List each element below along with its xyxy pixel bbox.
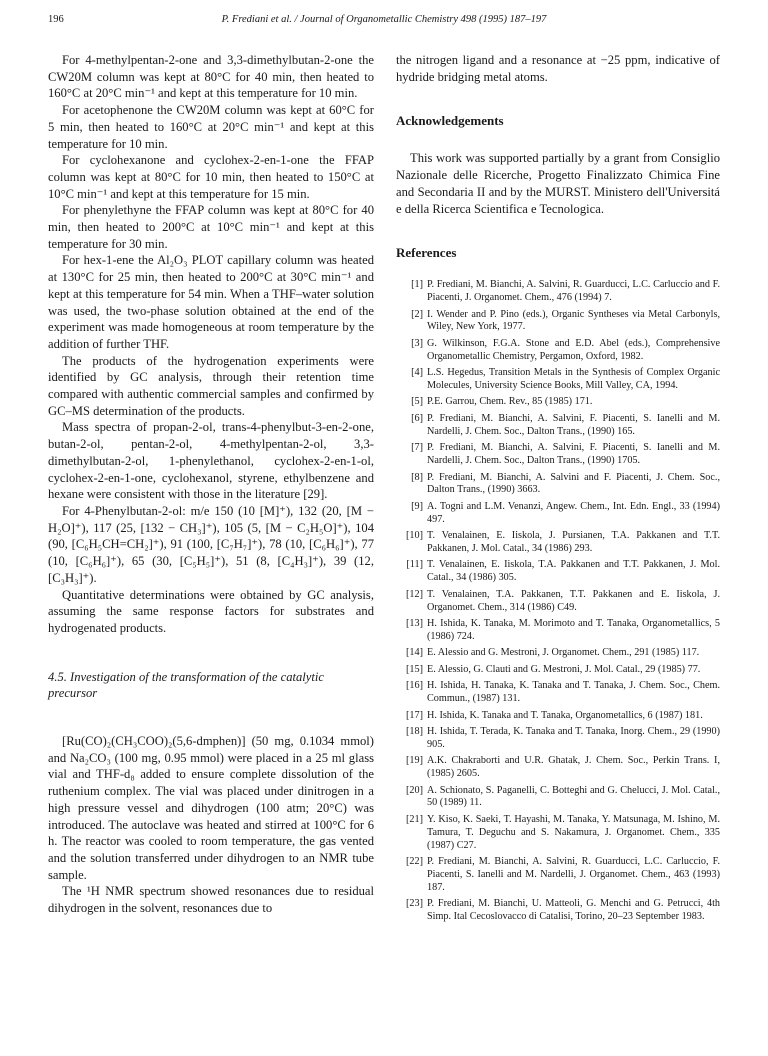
reference-item xyxy=(396,647,720,660)
reference-item xyxy=(396,710,720,723)
body-paragraph: For phenylethyne the FFAP column was kept at 80°C for 40 min, then heated to 200°C at 10°C min⁻¹ and kept at this temperature for 30 min. xyxy=(48,203,374,251)
reference-text: P. Frediani, M. Bianchi, A. Salvini, R. Guarducci, L.C. Carluccio and F. Piacenti, J. Organomet. Chem., 476 (1994) 7. xyxy=(427,279,720,304)
reference-text: I. Wender and P. Pino (eds.), Organic Syntheses via Metal Carbonyls, Wiley, New York, 1977. xyxy=(427,308,720,333)
reference-number: [9] xyxy=(411,500,423,512)
body-paragraph: Quantitative determinations were obtained by GC analysis, assuming the same response factors for substrates and hydrogenated products. xyxy=(48,587,374,635)
reference-item xyxy=(396,559,720,585)
reference-item xyxy=(396,664,720,677)
reference-number: [15] xyxy=(406,663,423,675)
reference-item xyxy=(396,680,720,706)
reference-text: E. Alessio, G. Clauti and G. Mestroni, J. Mol. Catal., 29 (1985) 77. xyxy=(427,663,701,675)
reference-item xyxy=(396,279,720,305)
body-paragraph: For 4-Phenylbutan-2-ol: m/e 150 (10 [M]⁺), 132 (20, [M − H₂O]⁺), 117 (25, [132 − CH₃]⁺), 105 (5, [M − C₂H₅O]⁺), 104 (90, [C₆H₅CH=CH₂]⁺), 91 (100, [C₇H₇]⁺), 78 (10, [C₆H₆]⁺), 77 (10, [C₆H₆]⁺), 65 (30, [C₅H₅]⁺), 51 (8, [C₄H₃]⁺), 39 (12, [C₃H₃]⁺). xyxy=(48,503,374,585)
left-column xyxy=(48,52,374,917)
reference-number: [2] xyxy=(411,308,423,320)
reference-text: P.E. Garrou, Chem. Rev., 85 (1985) 171. xyxy=(427,396,593,408)
reference-item xyxy=(396,338,720,364)
reference-item xyxy=(396,856,720,895)
reference-number: [23] xyxy=(406,898,423,910)
page-number: 196 xyxy=(48,14,64,25)
reference-item xyxy=(396,726,720,752)
body-paragraph: For 4-methylpentan-2-one and 3,3-dimethylbutan-2-one the CW20M column was kept at 80°C for 40 min, then heated to 160°C at 20°C min⁻¹ and kept at this temperature for 10 min. xyxy=(48,53,374,101)
reference-text: P. Frediani, M. Bianchi, A. Salvini, R. Guarducci, L.C. Carluccio, F. Piacenti, S. Ianelli and M. Nardelli, J. Organomet. Chem., 463 (1993) 187. xyxy=(427,856,720,893)
reference-text: H. Ishida, K. Tanaka and T. Tanaka, Organometallics, 6 (1987) 181. xyxy=(427,709,703,721)
section-paragraph: The ¹H NMR spectrum showed resonances due to residual dihydrogen in the solvent, resonances due to xyxy=(48,884,374,916)
reference-number: [17] xyxy=(406,709,423,721)
right-column xyxy=(396,52,720,928)
reference-number: [12] xyxy=(406,588,423,600)
references-heading: References xyxy=(396,245,457,261)
reference-text: H. Ishida, T. Terada, K. Tanaka and T. Tanaka, Inorg. Chem., 29 (1990) 905. xyxy=(427,725,720,750)
body-paragraph: For cyclohexanone and cyclohex-2-en-1-one the FFAP column was kept at 80°C for 10 min, then heated to 150°C at 10°C min⁻¹ and kept at this temperature for 15 min. xyxy=(48,153,374,201)
reference-text: E. Alessio and G. Mestroni, J. Organomet. Chem., 291 (1985) 117. xyxy=(427,647,700,659)
reference-item xyxy=(396,618,720,644)
reference-number: [14] xyxy=(406,647,423,659)
reference-number: [4] xyxy=(411,367,423,379)
reference-item xyxy=(396,530,720,556)
reference-number: [13] xyxy=(406,618,423,630)
reference-text: P. Frediani, M. Bianchi, U. Matteoli, G. Menchi and G. Petrucci, 4th Simp. Ital Cecoslovacco di Catalisi, Torino, 20–23 September 1983. xyxy=(427,898,720,923)
reference-item xyxy=(396,755,720,781)
reference-number: [20] xyxy=(406,784,423,796)
reference-number: [10] xyxy=(406,530,423,542)
reference-number: [21] xyxy=(406,813,423,825)
reference-text: T. Venalainen, E. Iiskola, J. Pursianen, T.A. Pakkanen and T.T. Pakkanen, J. Mol. Catal., 34 (1986) 293. xyxy=(427,530,720,555)
body-paragraph: For hex-1-ene the Al₂O₃ PLOT capillary column was heated at 130°C for 25 min, then heated to 200°C at 30°C min⁻¹ and kept at this temperature for 54 min. When a THF–water solution was used, the two-phase solution obtained at the end of the experiment was made homogeneous at room temperature by the addition of further THF. xyxy=(48,253,374,351)
reference-number: [7] xyxy=(411,442,423,454)
reference-item xyxy=(396,814,720,853)
reference-number: [1] xyxy=(411,279,423,291)
reference-item xyxy=(396,589,720,615)
reference-number: [16] xyxy=(406,680,423,692)
reference-item xyxy=(396,501,720,527)
reference-number: [19] xyxy=(406,755,423,767)
body-paragraph: Mass spectra of propan-2-ol, trans-4-phenylbut-3-en-2-one, butan-2-ol, pentan-2-ol, 4-methylpentan-2-ol, 3,3-dimethylbutan-2-ol, 1-phenylethanol, cyclohex-2-en-1-ol, cyclohex-2-en-1-one, cyclohexanol, styrene, ethylbenzene and hexane were consistent with those in the literature [29]. xyxy=(48,420,374,502)
reference-number: [3] xyxy=(411,337,423,349)
continuation-paragraph: the nitrogen ligand and a resonance at −25 ppm, indicative of hydride bridging metal atoms. xyxy=(396,53,720,84)
reference-text: G. Wilkinson, F.G.A. Stone and E.D. Abel (eds.), Comprehensive Organometallic Chemistry, Pergamon, Oxford, 1982. xyxy=(427,337,720,362)
reference-text: A.K. Chakraborti and U.R. Ghatak, J. Chem. Soc., Perkin Trans. I, (1985) 2605. xyxy=(427,755,720,780)
reference-number: [6] xyxy=(411,412,423,424)
reference-item xyxy=(396,413,720,439)
reference-text: T. Venalainen, E. Iiskola, T.A. Pakkanen and T.T. Pakkanen, J. Mol. Catal., 34 (1986) 305. xyxy=(427,559,720,584)
reference-text: H. Ishida, K. Tanaka, M. Morimoto and T. Tanaka, Organometallics, 5 (1986) 724. xyxy=(427,618,720,642)
body-paragraph: For acetophenone the CW20M column was kept at 60°C for 5 min, then heated to 160°C at 20°C min⁻¹ and kept at this temperature for 10 min. xyxy=(48,103,374,151)
reference-number: [22] xyxy=(406,856,423,868)
reference-number: [5] xyxy=(411,396,423,408)
reference-item xyxy=(396,367,720,393)
acknowledgements-heading: Acknowledgements xyxy=(396,113,504,129)
reference-item xyxy=(396,442,720,468)
section-title: 4.5. Investigation of the transformation of the catalytic precursor xyxy=(48,669,324,701)
body-paragraph: The products of the hydrogenation experiments were identified by GC analysis, through their retention time compared with authentic commercial samples and confirmed by GC–MS determination of the products. xyxy=(48,353,374,418)
acknowledgements-text: This work was supported partially by a grant from Consiglio Nazionale delle Ricerche, Progetto Finalizzato Chimica Fine and Secondaria II and by the MURST. Ministero dell'Universitá e della Ricerca Scientifica e Tecnologica. xyxy=(396,151,720,216)
reference-item xyxy=(396,396,720,409)
reference-item xyxy=(396,472,720,498)
reference-number: [18] xyxy=(406,725,423,737)
reference-text: H. Ishida, H. Tanaka, K. Tanaka and T. Tanaka, J. Chem. Soc., Chem. Commun., (1987) 131. xyxy=(427,680,720,705)
reference-number: [8] xyxy=(411,471,423,483)
reference-item xyxy=(396,898,720,924)
reference-list xyxy=(396,279,720,924)
reference-text: Y. Kiso, K. Saeki, T. Hayashi, M. Tanaka, Y. Matsunaga, M. Ishino, M. Tamura, T. Deguchu and S. Nakamura, J. Organomet. Chem., 335 (1987) C27. xyxy=(427,813,720,851)
reference-text: P. Frediani, M. Bianchi, A. Salvini, F. Piacenti, S. Ianelli and M. Nardelli, J. Chem. Soc., Dalton Trans., (1990) 165. xyxy=(427,412,720,437)
reference-number: [11] xyxy=(406,559,423,571)
reference-item xyxy=(396,309,720,335)
reference-text: P. Frediani, M. Bianchi, A. Salvini, F. Piacenti, S. Ianelli and M. Nardelli, J. Chem. Soc., Dalton Trans., (1990) 1705. xyxy=(427,442,720,467)
running-head: P. Frediani et al. / Journal of Organometallic Chemistry 498 (1995) 187–197 xyxy=(221,14,547,25)
reference-text: A. Schionato, S. Paganelli, C. Botteghi and G. Chelucci, J. Mol. Catal., 50 (1989) 11. xyxy=(427,784,720,809)
reference-text: L.S. Hegedus, Transition Metals in the Synthesis of Complex Organic Molecules, University Science Books, Mill Valley, CA, 1994. xyxy=(427,367,720,392)
reference-text: P. Frediani, M. Bianchi, A. Salvini and F. Piacenti, J. Chem. Soc., Dalton Trans., (1990) 3663. xyxy=(427,471,720,496)
page-header xyxy=(48,14,720,30)
reference-item xyxy=(396,785,720,811)
reference-text: A. Togni and L.M. Venanzi, Angew. Chem., Int. Edn. Engl., 33 (1994) 497. xyxy=(427,500,720,525)
reference-text: T. Venalainen, T.A. Pakkanen, T.T. Pakkanen and E. Iiskola, J. Organomet. Chem., 314 (1986) C49. xyxy=(427,588,720,613)
section-paragraph: [Ru(CO)₂(CH₃COO)₂(5,6-dmphen)] (50 mg, 0.1034 mmol) and Na₂CO₃ (100 mg, 0.95 mmol) were placed in a 25 ml glass vial and THF-d₈ added to ensure complete dissolution of the ruthenium complex. The vial was placed under dinitrogen in a high pressure vessel and dihydrogen (100 atm; 20°C) was introduced. The autoclave was heated and stirred at 100°C for 6 h. The reactor was cooled to room temperature, the gas vented and the solution transferred under dihydrogen to an NMR tube sample. xyxy=(48,734,374,882)
